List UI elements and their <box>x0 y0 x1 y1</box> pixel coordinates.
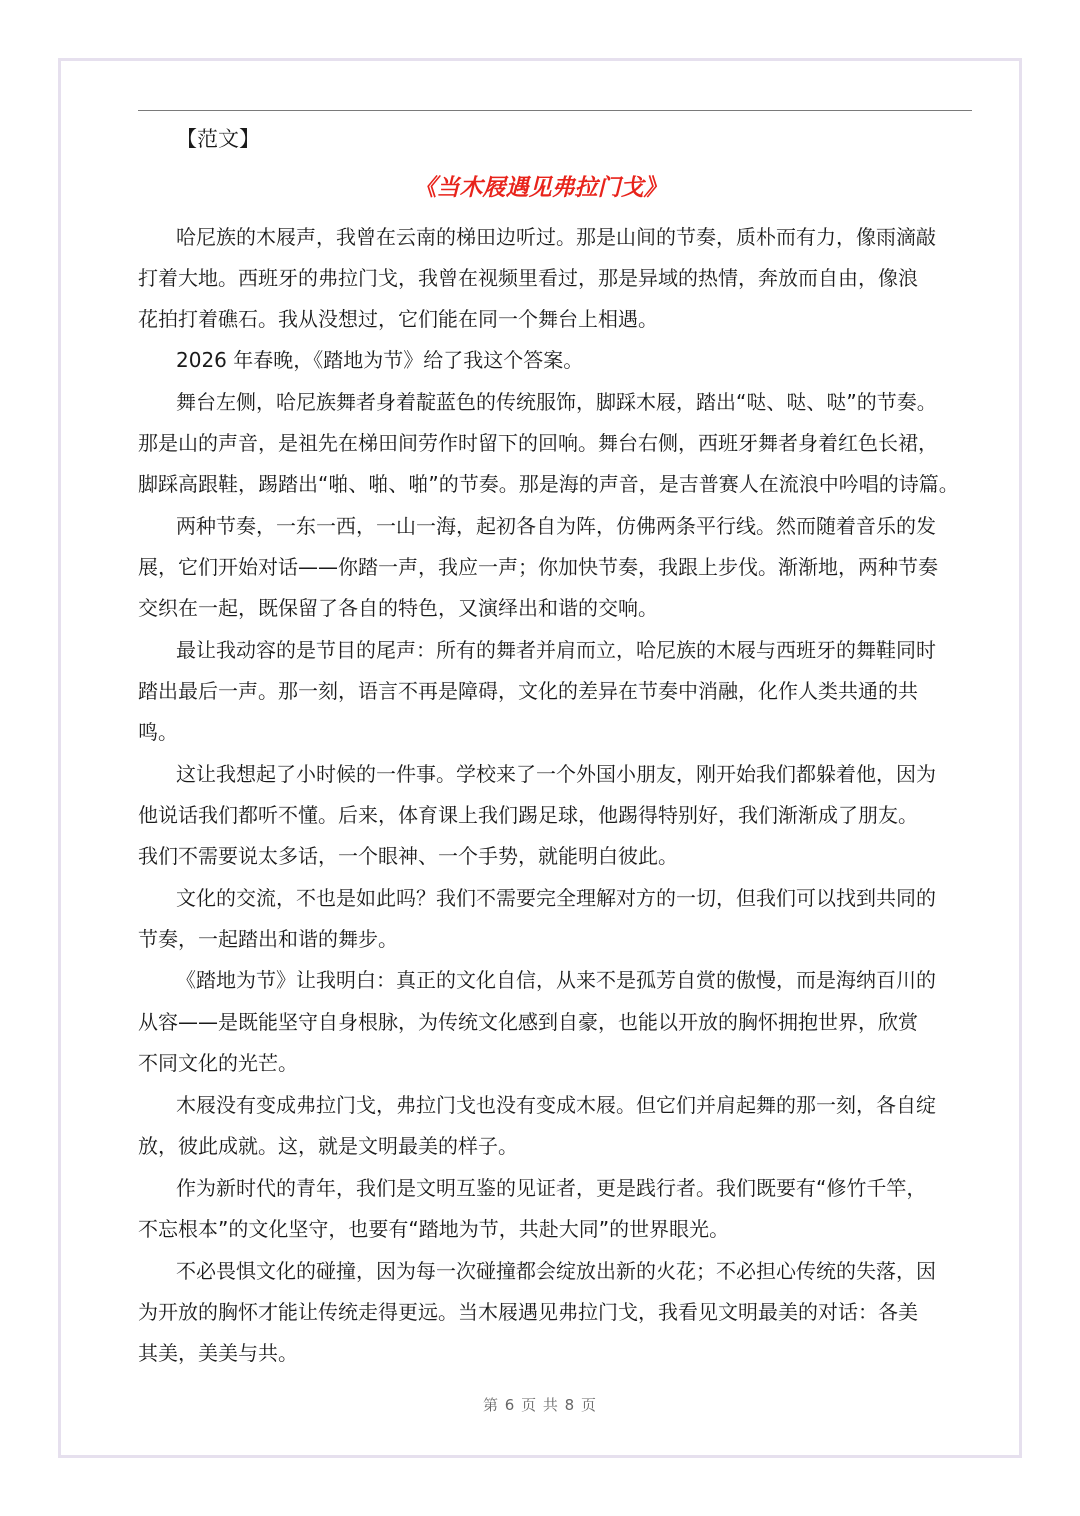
text-line: 文化的交流，不也是如此吗？我们不需要完全理解对方的一切，但我们可以找到共同的 <box>176 886 936 910</box>
text-line: 从容——是既能坚守自身根脉，为传统文化感到自豪，也能以开放的胸怀拥抱世界，欣赏 <box>138 1010 918 1034</box>
text-line: 不忘根本”的文化坚守，也要有“踏地为节，共赴大同”的世界眼光。 <box>138 1217 730 1241</box>
text-line: 2026 年春晚，《踏地为节》给了我这个答案。 <box>176 348 584 372</box>
essay-title: 《当木屐遇见弗拉门戈》 <box>413 175 667 201</box>
text-line: 我们不需要说太多话，一个眼神、一个手势，就能明白彼此。 <box>138 844 678 868</box>
text-line: 其美，美美与共。 <box>138 1341 298 1365</box>
text-line: 花拍打着礁石。我从没想过，它们能在同一个舞台上相遇。 <box>138 307 658 331</box>
text-line: 打着大地。西班牙的弗拉门戈，我曾在视频里看过，那是异域的热情，奔放而自由，像浪 <box>138 266 918 290</box>
text-line: 舞台左侧，哈尼族舞者身着靛蓝色的传统服饰，脚踩木屐，踏出“哒、哒、哒”的节奏。 <box>176 390 937 414</box>
text-line: 展，它们开始对话——你踏一声，我应一声；你加快节奏，我跟上步伐。渐渐地，两种节奏 <box>138 555 938 579</box>
text-line: 放，彼此成就。这，就是文明最美的样子。 <box>138 1134 518 1158</box>
text-line: 两种节奏，一东一西，一山一海，起初各自为阵，仿佛两条平行线。然而随着音乐的发 <box>176 514 936 538</box>
text-line: 那是山的声音，是祖先在梯田间劳作时留下的回响。舞台右侧，西班牙舞者身着红色长裙， <box>138 431 938 455</box>
text-line: 鸣。 <box>138 720 178 744</box>
header-rule <box>138 110 972 111</box>
text-line: 交织在一起，既保留了各自的特色，又演绎出和谐的交响。 <box>138 596 658 620</box>
text-line: 木屐没有变成弗拉门戈，弗拉门戈也没有变成木屐。但它们并肩起舞的那一刻，各自绽 <box>176 1093 936 1117</box>
text-line: 为开放的胸怀才能让传统走得更远。当木屐遇见弗拉门戈，我看见文明最美的对话：各美 <box>138 1300 918 1324</box>
text-line: 脚踩高跟鞋，踢踏出“啪、啪、啪”的节奏。那是海的声音，是吉普赛人在流浪中吟唱的诗篇。 <box>138 472 959 496</box>
text-line: 最让我动容的是节目的尾声：所有的舞者并肩而立，哈尼族的木屐与西班牙的舞鞋同时 <box>176 638 936 662</box>
text-line: 不同文化的光芒。 <box>138 1051 298 1075</box>
text-line: 不必畏惧文化的碰撞，因为每一次碰撞都会绽放出新的火花；不必担心传统的失落，因 <box>176 1259 936 1283</box>
text-line: 这让我想起了小时候的一件事。学校来了一个外国小朋友，刚开始我们都躲着他，因为 <box>176 762 936 786</box>
text-line: 《踏地为节》让我明白：真正的文化自信，从来不是孤芳自赏的傲慢，而是海纳百川的 <box>176 968 936 992</box>
text-line: 节奏，一起踏出和谐的舞步。 <box>138 927 398 951</box>
text-line: 踏出最后一声。那一刻，语言不再是障碍，文化的差异在节奏中消融，化作人类共通的共 <box>138 679 918 703</box>
text-line: 哈尼族的木屐声，我曾在云南的梯田边听过。那是山间的节奏，质朴而有力，像雨滴敲 <box>176 225 936 249</box>
section-label: 【范文】 <box>176 127 260 151</box>
text-line: 作为新时代的青年，我们是文明互鉴的见证者，更是践行者。我们既要有“修竹千竿， <box>176 1176 927 1200</box>
page-number: 第 6 页 共 8 页 <box>483 1396 597 1414</box>
text-line: 他说话我们都听不懂。后来，体育课上我们踢足球，他踢得特别好，我们渐渐成了朋友。 <box>138 803 918 827</box>
